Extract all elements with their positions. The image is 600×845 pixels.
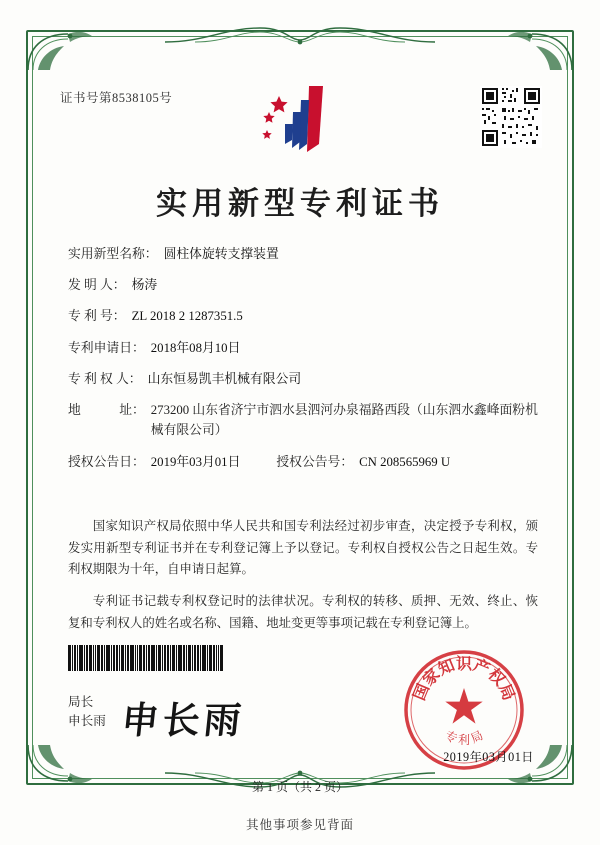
field-value: 2019年03月01日: [150, 454, 241, 469]
field-label: 专利申请日：: [68, 340, 145, 355]
field-value: CN 208565969 U: [359, 454, 451, 469]
field-value: ZL 2018 2 1287351.5: [131, 309, 243, 324]
director-name: 申长雨: [68, 713, 106, 728]
field-label: 专 利 权 人：: [68, 371, 142, 386]
field-value: 2018年08月10日: [150, 340, 241, 355]
field-row-patent-no: [68, 307, 538, 326]
field-value: 杨涛: [131, 278, 158, 293]
seal-date: 2019年03月01日: [443, 750, 534, 764]
field-row-address: [68, 401, 538, 441]
field-list: [68, 245, 538, 484]
page-title: 实用新型专利证书: [156, 186, 444, 221]
field-label: 实用新型名称：: [68, 247, 158, 261]
page-number: 第 1 页（共 2 页）: [251, 780, 348, 794]
field-row-application-date: [68, 339, 538, 358]
certificate-number: 证书号第8538105号: [60, 91, 173, 105]
svg-text:专 利 局: 专 利 局: [442, 728, 486, 747]
footer-note: 其他事项参见背面: [245, 818, 354, 832]
handwritten-signature: 申长雨: [119, 701, 247, 742]
field-label: 地 址：: [68, 402, 145, 417]
director-title: 局长: [68, 695, 94, 709]
field-label: 授权公告日：: [68, 454, 145, 469]
paragraph-1: 国家知识产权局依照中华人民共和国专利法经过初步审查，决定授予专利权，颁发实用新型专利证书并在专利登记簿上予以登记。专利权自授权公告之日起生效。专利权期限为十年，自申请日起算。: [68, 519, 538, 577]
field-row-grant: [68, 453, 538, 472]
signature-block: [68, 693, 106, 731]
field-label: 授权公告号：: [276, 454, 354, 469]
paragraph-2: 专利证书记载专利权登记时的法律状况。专利权的转移、质押、无效、终止、恢复和专利权人的姓名或名称、国籍、地址变更等事项记载在专利登记簿上。: [68, 594, 538, 630]
field-value: 山东恒易凯丰机械有限公司: [147, 371, 302, 386]
field-label: 发 明 人：: [68, 278, 126, 293]
field-row-utility-model-name: [68, 245, 538, 264]
svg-text:国家知识产权局: 国家知识产权局: [411, 656, 517, 704]
grant-date-group: [68, 453, 240, 472]
top-flourish-icon: [165, 22, 435, 48]
field-row-inventor: [68, 276, 538, 295]
cnipa-logo-icon: [257, 82, 343, 158]
grant-no-group: [276, 453, 450, 472]
field-value: 273200 山东省济宁市泗水县泗河办泉福路西段（山东泗水鑫峰面粉机械有限公司）: [150, 402, 538, 437]
barcode: [68, 645, 236, 671]
field-value: 圆柱体旋转支撑装置: [163, 247, 279, 261]
field-label: 专 利 号：: [68, 309, 126, 324]
field-row-patentee: [68, 370, 538, 389]
qr-code: [480, 86, 542, 148]
legal-text: [68, 516, 538, 645]
